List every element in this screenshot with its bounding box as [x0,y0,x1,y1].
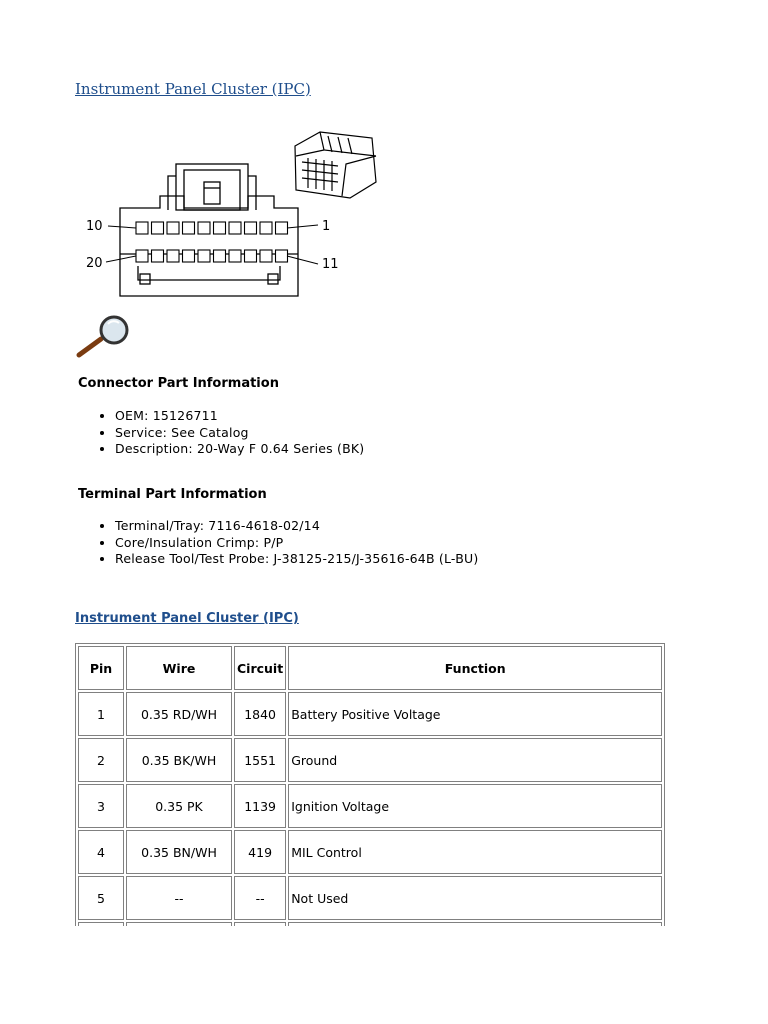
table-row [78,830,662,874]
list-item: • Description: 20-Way F 0.64 Series (BK) [115,441,364,458]
pin-label-1: 1 [322,219,331,234]
list-item: • Terminal/Tray: 7116-4618-02/14 [115,518,478,535]
table-header-row [78,646,662,690]
header-function: Function [288,646,662,690]
pin-label-11: 11 [322,257,339,272]
table-title[interactable]: Instrument Panel Cluster (IPC) [75,611,299,626]
list-item: • Service: See Catalog [115,425,364,442]
table-row [78,692,662,736]
table-row [78,738,662,782]
cell-circuit: -- [234,876,286,920]
cell-wire: -- [126,876,232,920]
pinout-table [75,643,665,967]
cell-pin: 1 [78,692,124,736]
pin-row-bottom [136,250,288,262]
terminal-info-heading: Terminal Part Information [78,487,267,502]
cell-pin: 2 [78,738,124,782]
connector-info-heading: Connector Part Information [78,376,279,391]
cell-circuit: 1551 [234,738,286,782]
header-pin: Pin [78,646,124,690]
cell-function: Not Used [288,876,662,920]
cell-pin: 5 [78,876,124,920]
cell-wire: 0.35 BK/WH [126,738,232,782]
page-cutoff [0,926,768,1024]
cell-function: Ground [288,738,662,782]
connector-3d-view [295,132,376,198]
table-row [78,876,662,920]
pin-row-top [136,222,288,234]
cell-wire: 0.35 RD/WH [126,692,232,736]
table-row [78,784,662,828]
connector-diagram [80,126,380,312]
page-title[interactable]: Instrument Panel Cluster (IPC) [75,80,311,98]
pin-label-10: 10 [86,219,103,234]
cell-circuit: 1139 [234,784,286,828]
cell-function: Battery Positive Voltage [288,692,662,736]
cell-circuit: 419 [234,830,286,874]
cell-wire: 0.35 BN/WH [126,830,232,874]
pin-label-20: 20 [86,256,103,271]
list-item: • OEM: 15126711 [115,408,364,425]
header-wire: Wire [126,646,232,690]
cell-function: MIL Control [288,830,662,874]
terminal-info-list [100,518,478,568]
magnifier-icon[interactable] [75,313,135,359]
cell-circuit: 1840 [234,692,286,736]
cell-pin: 3 [78,784,124,828]
cell-function: Ignition Voltage [288,784,662,828]
header-circuit: Circuit [234,646,286,690]
connector-info-list [100,408,364,458]
cell-wire: 0.35 PK [126,784,232,828]
list-item: • Release Tool/Test Probe: J-38125-215/J-35616-64B (L-BU) [115,551,478,568]
cell-pin: 4 [78,830,124,874]
list-item: • Core/Insulation Crimp: P/P [115,535,478,552]
